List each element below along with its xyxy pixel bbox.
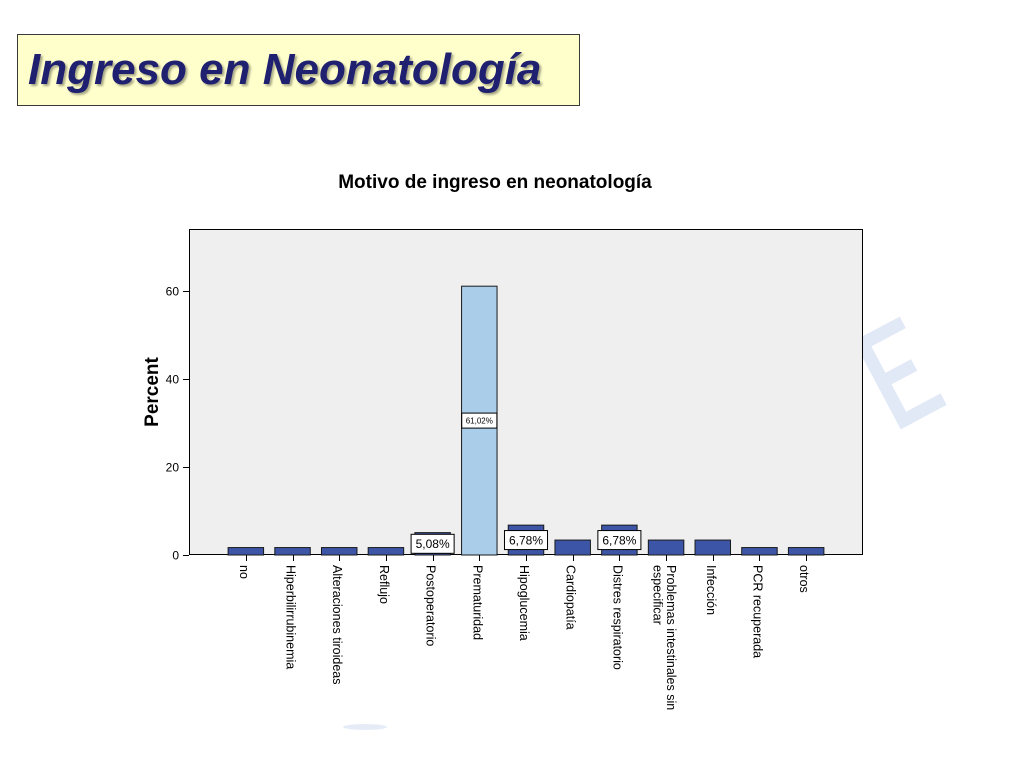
data-label-hipoglucemia [504,531,547,550]
x-tick-label-problemas-intestinales-sin-especificar [650,565,678,710]
x-tick-label-infeccion [704,565,718,615]
x-tick-label-prematuridad [470,565,484,640]
x-tick-label-hiperbilirrubinemia [284,565,298,669]
y-tick-label-40: 40 [165,372,179,387]
bar-cardiopatia [555,540,590,555]
x-tick-label-line: otros [797,565,812,593]
chart-title: Motivo de ingreso en neonatología [338,172,652,193]
x-tick-label-line: Postoperatorio [423,565,438,647]
bar-otros [788,548,823,555]
x-tick-label-line: Problemas intestinales sin [664,565,679,711]
x-tick-label-line: Hipoglucemia [517,565,531,641]
x-tick-label-pcr-recuperada [750,565,764,658]
data-label-prematuridad [462,413,497,428]
x-tick-label-line: no [236,565,251,579]
y-tick-label-0: 0 [172,548,179,563]
x-tick-label-distres-respiratorio [610,565,624,670]
data-label-text: 6,78% [508,533,544,548]
bar-pcr-recuperada [742,548,777,555]
slide-title-box [17,34,580,106]
x-tick-label-hipoglucemia [517,565,531,641]
y-axis-label: Percent [142,357,163,427]
x-tick-label-line: Distres respiratorio [610,565,625,670]
data-label-distres-respiratorio [598,531,641,550]
watermark-smudge [343,724,387,730]
x-tick-label-reflujo [377,565,391,604]
bar-no [228,548,263,555]
bar-reflujo [368,548,403,555]
y-axis [166,285,189,563]
slide-title: Ingreso en Neonatología [28,45,542,94]
x-tick-label-otros [797,565,811,593]
data-label-text: 6,78% [602,533,637,548]
x-tick-label-line: Alteraciones tiroideas [330,565,345,685]
x-tick-label-line: Infección [703,565,718,616]
x-tick-label-no [237,565,251,579]
x-tick-label-line: Cardiopatía [563,565,578,630]
x-tick-label-line: PCR recuperada [750,565,765,659]
y-tick-label-20: 20 [165,460,179,475]
watermark-logo [854,317,947,430]
y-tick-label-60: 60 [165,284,179,299]
x-tick-label-cardiopatia [564,565,578,630]
x-tick-label-postoperatorio [424,565,438,646]
plot-area [190,230,863,555]
x-tick-label-line: Hiperbilirrubinemia [283,565,298,670]
x-tick-label-line: especificar [650,565,665,625]
x-axis [237,555,811,710]
data-label-text: 61,02% [465,416,493,426]
bar-infeccion [695,540,730,555]
data-label-text: 5,08% [415,537,450,552]
x-tick-label-line: Reflujo [376,565,391,604]
data-label-postoperatorio [411,534,454,553]
x-tick-label-line: Prematuridad [470,565,485,641]
bar-problemas-intestinales-sin-especificar [648,540,683,555]
x-tick-label-alteraciones-tiroideas [330,565,344,685]
bar-alteraciones-tiroideas [321,548,356,555]
bar-hiperbilirrubinemia [275,548,310,555]
